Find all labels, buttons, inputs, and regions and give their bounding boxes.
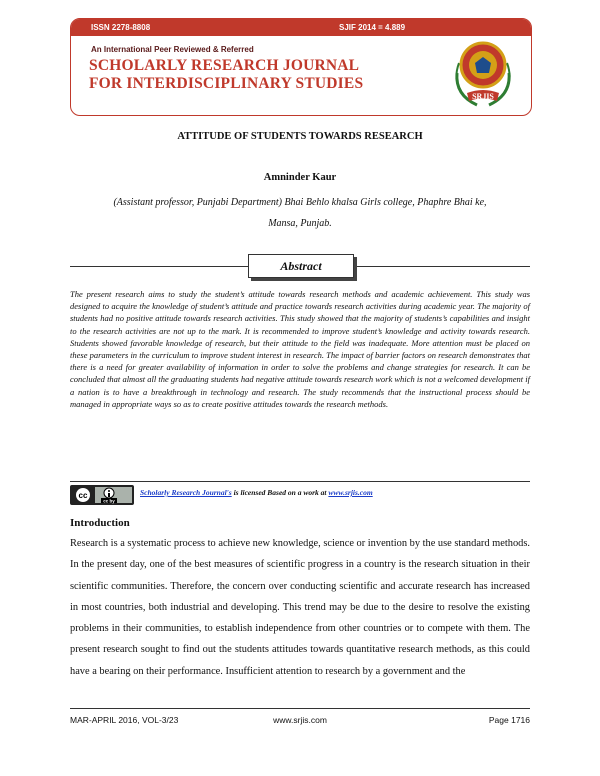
author-affiliation — [0, 192, 600, 234]
footer-divider — [70, 708, 530, 709]
affiliation-line1: (Assistant professor, Punjabi Department) Bhai Behlo khalsa Girls college, Phaphre Bhai ke, — [113, 197, 487, 208]
srjis-logo — [443, 33, 523, 113]
logo-text: SRJIS — [472, 92, 494, 101]
journal-link[interactable]: Scholarly Research Journal's — [140, 488, 232, 497]
abstract-text: The present research aims to study the student’s attitude towards research methods and academic achievement. This study was designed to acquire the knowledge of student’s attitude and practice towards research activities during academic year. The majority of students had no positive attitude towards research activities. This study showed that the majority of students’s capabilities and insight to the research activities are not up to the mark. It is recommended to improve student’s knowledge and activity towards research. Students showed favorable knowledge of research, but their attitude to the field was inadequate. More attention must be placed on these parameters in the curriculum to improve student interest in research. The impact of barrier factors on research demonstrates that there is a need for greater availability of information in order to solve the problems and change strategies for research. It can be concluded that almost all the graduating students had negative attitude towards research work which is not a welcomed development if a nation is to have a breakthrough in technology and research. The study recommends that the instructional process should be managed in appropriate ways so as to create positive attitudes towards the research methods. — [70, 289, 530, 409]
paper-title: ATTITUDE OF STUDENTS TOWARDS RESEARCH — [177, 131, 423, 142]
footer-page-number: Page 1716 — [488, 715, 530, 725]
svg-text:cc: cc — [78, 491, 88, 500]
affiliation-line2: Mansa, Punjab. — [268, 218, 332, 229]
cc-badge-label: cc by — [103, 498, 115, 504]
journal-title-line2: FOR INTERDISCIPLINARY STUDIES — [89, 75, 364, 92]
abstract-heading: Abstract — [248, 254, 354, 278]
journal-header — [70, 18, 532, 116]
cc-by-license-icon[interactable] — [70, 485, 134, 505]
license-middle-text: is licensed Based on a work at — [231, 488, 329, 497]
author-name: Amninder Kaur — [263, 172, 337, 183]
license-divider — [70, 481, 530, 482]
journal-title-line1: SCHOLARLY RESEARCH JOURNAL — [89, 57, 360, 74]
introduction-text: Research is a systematic process to achieve new knowledge, science or invention by the use standard methods. In the present day, one of the best measures of scientific progress in a country is the research situation in their scientific communities. Therefore, the concern over conducting scientific and accurate research has increased in most countries, both industrial and developing. This trend may be due to the desire to resolve the existing problems in their communities, to establish independence from other countries or to compete with them. The present research sought to find out the students attitudes towards quantitative research methods, as this could have a bearing on their performance. Insufficient attention to research by a government and the — [70, 538, 530, 677]
peer-review-tagline: An International Peer Reviewed & Referred — [91, 45, 254, 54]
footer-issue: MAR-APRIL 2016, VOL-3/23 — [70, 715, 179, 725]
introduction-heading: Introduction — [70, 517, 130, 529]
website-link[interactable]: www.srjis.com — [328, 488, 373, 497]
sjif-score: SJIF 2014 = 4.889 — [339, 23, 406, 32]
footer-website: www.srjis.com — [273, 715, 327, 725]
issn: ISSN 2278-8808 — [91, 23, 151, 32]
license-text — [140, 488, 373, 497]
